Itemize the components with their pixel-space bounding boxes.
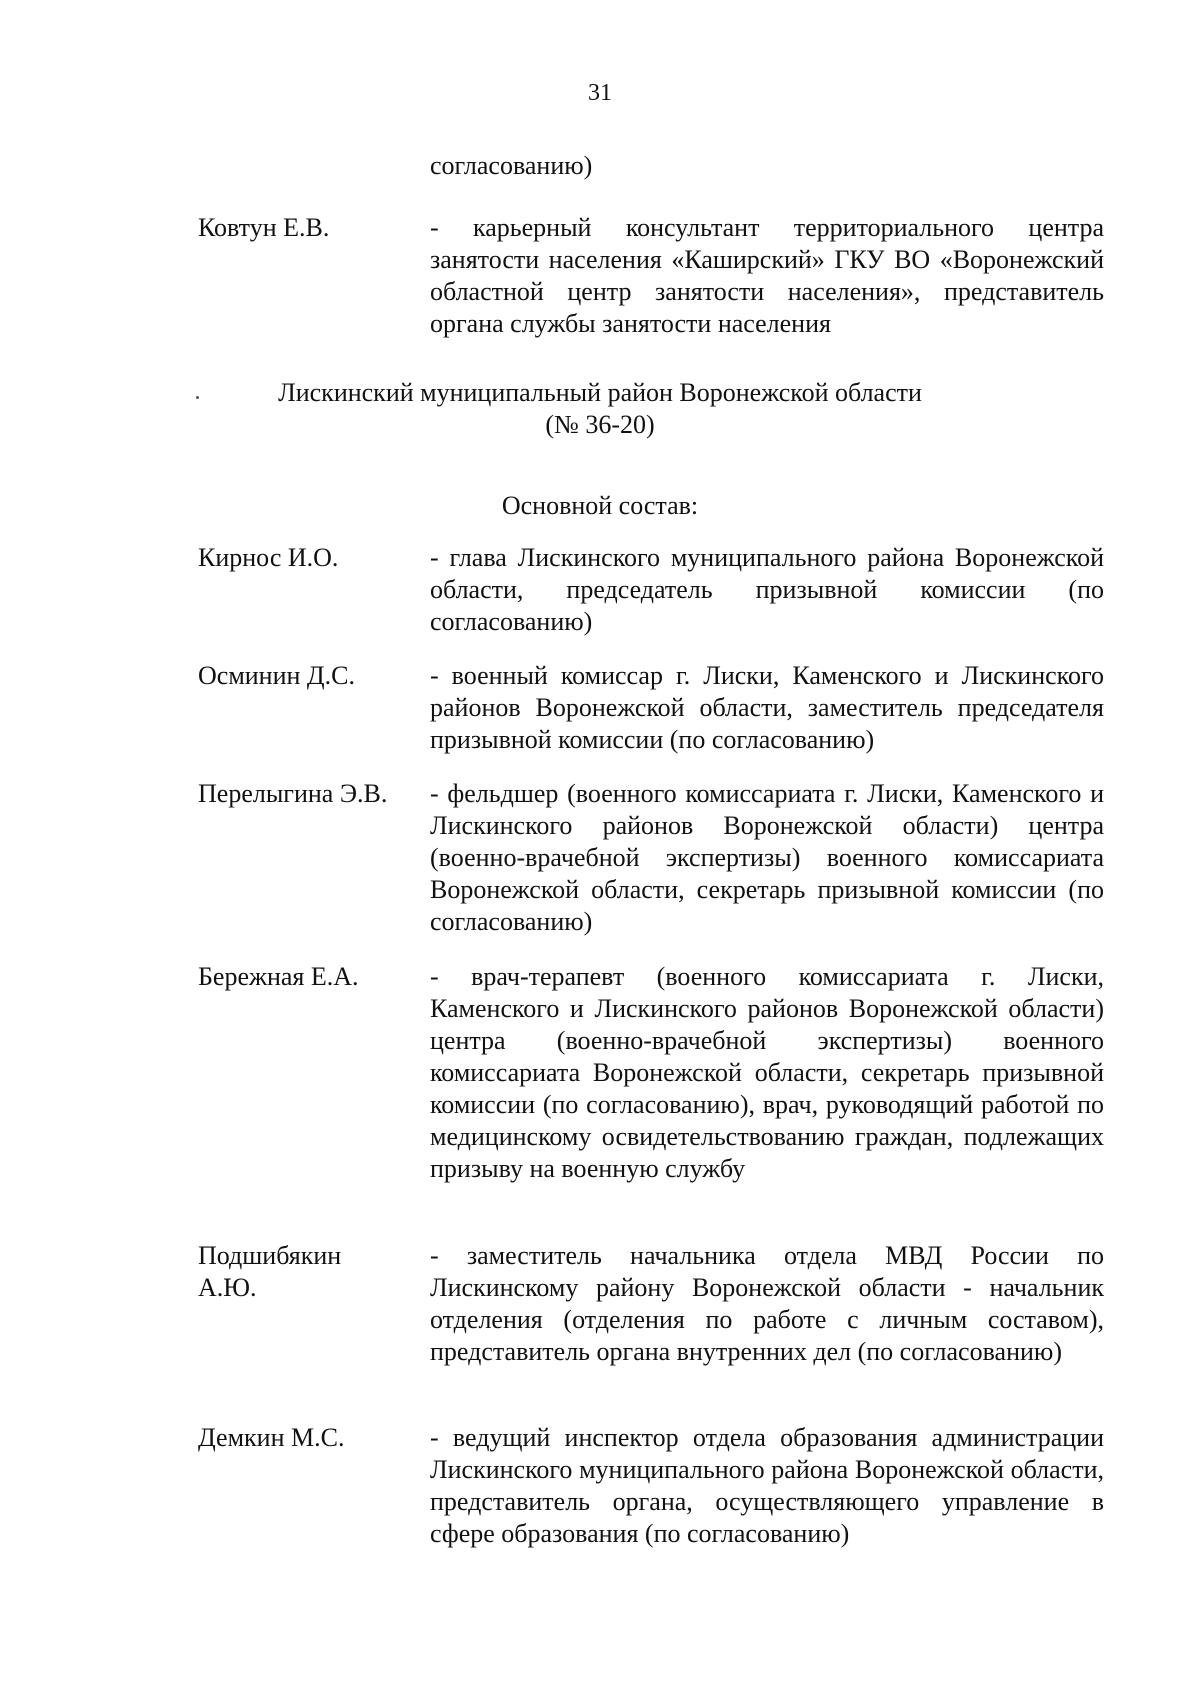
member-name: Ковтун Е.В.	[198, 213, 330, 242]
member-name: Демкин М.С.	[198, 1423, 345, 1452]
member-description: - карьерный консультант территориального центра занятости населения «Каширский» ГКУ ВО «Воронежский областной центр занятости населения», представитель органа службы занятости населения	[430, 213, 1104, 338]
member-description: - врач-терапевт (военного комиссариата г. Лиски, Каменского и Лискинского районов Воронежской области) центра (военно-врачебной экспертизы) военного комиссариата Воронежской области, секретарь призывной комиссии (по согласованию), врач, руководящий работой по медицинскому освидетельствованию граждан, подлежащих призыву на военную службу	[430, 962, 1104, 1183]
member-description: - ведущий инспектор отдела образования администрации Лискинского муниципального района Воронежской области, представитель органа, осуществляющего управление в сфере образования (по согласованию)	[430, 1423, 1104, 1548]
member-entry	[198, 778, 1104, 938]
member-description: - глава Лискинского муниципального района Воронежской области, председатель призывной комиссии (по согласованию)	[430, 543, 1104, 636]
section-title: Лискинский муниципальный район Воронежской области	[278, 378, 922, 407]
member-entry	[198, 1240, 1104, 1368]
member-description: - фельдшер (военного комиссариата г. Лиски, Каменского и Лискинского районов Воронежской области) центра (военно-врачебной экспертизы) военного комиссариата Воронежской области, секретарь призывной комиссии (по согласованию)	[430, 779, 1104, 936]
member-entry	[198, 542, 1104, 638]
section-number: (№ 36-20)	[545, 410, 655, 439]
continuation-text: согласованию)	[430, 151, 593, 180]
member-entry	[198, 961, 1104, 1185]
member-entry	[198, 660, 1104, 756]
member-name: Перелыгина Э.В.	[198, 779, 388, 808]
member-description: - заместитель начальника отдела МВД России по Лискинскому району Воронежской области - начальник отделения (отделения по работе с личным составом), представитель органа внутренних дел (по согласованию)	[430, 1241, 1104, 1366]
member-name: Осминин Д.С.	[198, 661, 356, 690]
member-entry-kovtun	[198, 212, 1104, 340]
page-number: 31	[588, 80, 612, 106]
member-description: - военный комиссар г. Лиски, Каменского и Лискинского районов Воронежской области, заместитель председателя призывной комиссии (по согласованию)	[430, 661, 1104, 754]
member-entry	[198, 1422, 1104, 1550]
member-name: Кирнос И.О.	[198, 543, 339, 572]
section-subtitle: Основной состав:	[501, 491, 699, 520]
member-name: Бережная Е.А.	[198, 962, 359, 991]
member-name: Подшибякин А.Ю.	[198, 1241, 342, 1302]
